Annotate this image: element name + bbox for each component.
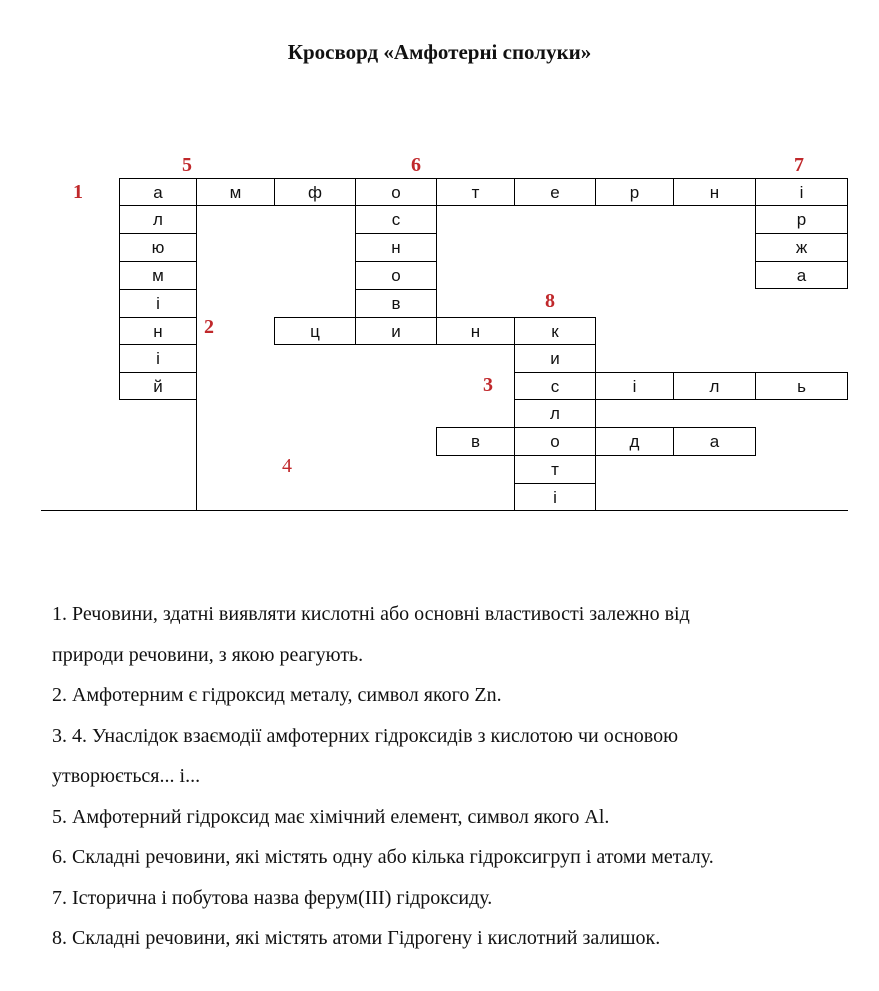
cell[interactable]: и <box>514 344 596 373</box>
cell[interactable]: н <box>355 233 437 262</box>
cell[interactable]: і <box>514 483 596 511</box>
cell[interactable]: ф <box>274 178 356 206</box>
cell[interactable]: т <box>436 178 515 206</box>
bottom-rule <box>41 510 848 511</box>
clue-line: 7. Історична і побутова назва ферум(III) гідроксиду. <box>52 886 493 909</box>
clue-line: утворюється... і... <box>52 765 201 787</box>
clue-number-5: 5 <box>182 154 192 176</box>
cell[interactable]: л <box>514 399 596 428</box>
cell[interactable]: м <box>196 178 275 206</box>
clue-number-1: 1 <box>73 181 83 203</box>
cell[interactable]: і <box>119 344 197 373</box>
clue-number-2: 2 <box>204 316 214 338</box>
cell[interactable]: ь <box>755 372 848 400</box>
cell[interactable]: в <box>355 289 437 318</box>
cell[interactable]: с <box>355 205 437 234</box>
cell[interactable]: і <box>595 372 674 400</box>
cell[interactable]: л <box>673 372 756 400</box>
cell[interactable]: о <box>355 261 437 290</box>
cell[interactable]: а <box>755 261 848 289</box>
cell[interactable]: е <box>514 178 596 206</box>
cell[interactable]: д <box>595 427 674 456</box>
clues-list <box>52 594 852 959</box>
cell[interactable]: т <box>514 455 596 484</box>
grid-line <box>196 399 197 511</box>
cell[interactable]: к <box>514 317 596 345</box>
clue-line: 6. Складні речовини, які містять одну або кілька гідроксигруп і атоми металу. <box>52 846 714 868</box>
clue-number-8: 8 <box>545 290 555 312</box>
cell[interactable]: о <box>514 427 596 456</box>
clue-line: 8. Складні речовини, які містять атоми Гідрогену і кислотний залишок. <box>52 927 661 949</box>
clue-line: 5. Амфотерний гідроксид має хімічний елемент, символ якого Al. <box>52 805 610 828</box>
clue-line: природи речовини, з якою реагують. <box>52 643 364 666</box>
cell[interactable]: ц <box>274 317 356 345</box>
cell[interactable]: в <box>436 427 515 456</box>
cell[interactable]: а <box>119 178 197 206</box>
cell[interactable]: с <box>514 372 596 400</box>
cell[interactable]: м <box>119 261 197 290</box>
clue-number-7: 7 <box>794 154 804 176</box>
cell[interactable]: л <box>119 205 197 234</box>
clue-line: 3. 4. Унаслідок взаємодії амфотерних гідроксидів з кислотою чи основою <box>52 724 679 747</box>
clue-number-6: 6 <box>411 154 421 176</box>
clue-line: 1. Речовини, здатні виявляти кислотні або основні властивості залежно від <box>52 603 690 625</box>
cell[interactable]: і <box>755 178 848 206</box>
cell[interactable]: р <box>595 178 674 206</box>
cell[interactable]: н <box>119 317 197 345</box>
cell[interactable]: ж <box>755 233 848 262</box>
cell[interactable]: й <box>119 372 197 400</box>
cell[interactable]: р <box>755 205 848 234</box>
cell[interactable]: о <box>355 178 437 206</box>
cell[interactable]: ю <box>119 233 197 262</box>
cell[interactable]: н <box>673 178 756 206</box>
clue-number-3: 3 <box>483 374 493 396</box>
cell[interactable]: и <box>355 317 437 345</box>
page-title: Кросворд «Амфотерні сполуки» <box>287 40 592 64</box>
cell[interactable]: а <box>673 427 756 456</box>
cell[interactable]: н <box>436 317 515 345</box>
clue-line: 2. Амфотерним є гідроксид металу, символ якого Zn. <box>52 684 502 706</box>
clue-number-4: 4 <box>282 455 292 477</box>
cell[interactable]: і <box>119 289 197 318</box>
